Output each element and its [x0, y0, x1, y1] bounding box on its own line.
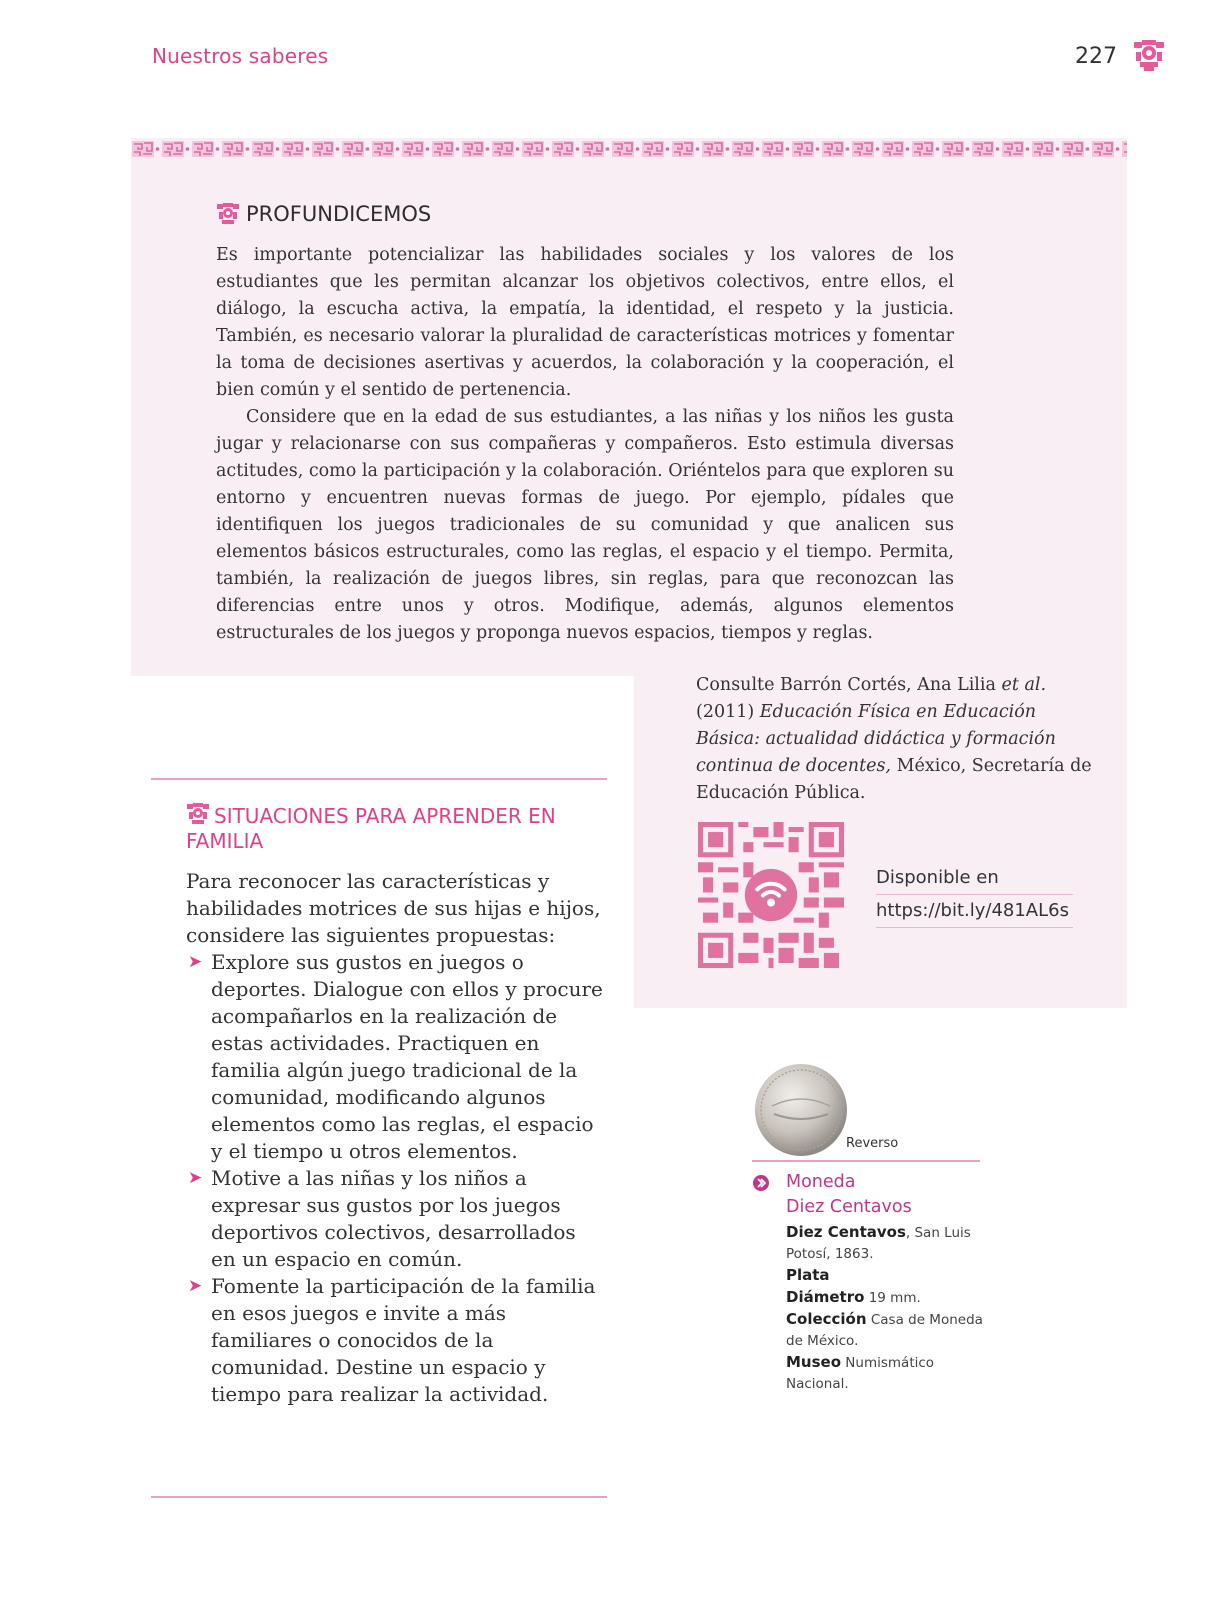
fret-border-icon	[131, 138, 1127, 160]
situaciones-intro: Para reconocer las características y habilidades motrices de sus hijas e hijos, considere las siguientes propuestas:	[186, 869, 601, 947]
arrow-circle-icon	[752, 1174, 770, 1192]
book-reference: Consulte Barrón Cortés, Ana Lilia et al. (2011) Educación Física en Educación Básica: actualidad didáctica y formación continua de docentes, México, Secretaría de Educación Pública.	[696, 675, 1092, 803]
list-item: ➤ Fomente la participación de la familia en esos juegos e invite a más familiares o conocidos de la comunidad. Destine un espacio y tiempo para realizar la actividad.	[188, 1274, 596, 1406]
profundicemos-title: PROFUNDICEMOS	[246, 202, 432, 226]
arrow-bullet-icon: ➤	[188, 1276, 203, 1296]
situaciones-body	[186, 868, 606, 1408]
glyph-ornament-icon	[1132, 38, 1166, 72]
proposal-list	[186, 949, 606, 1408]
page-number: 227	[1075, 44, 1117, 69]
qr-url-link[interactable]: https://bit.ly/481AL6s	[876, 895, 1073, 928]
coin-details	[786, 1222, 986, 1395]
glyph-ornament-icon	[216, 202, 240, 226]
coin-detail: Museo Numismático Nacional.	[786, 1353, 935, 1392]
glyph-ornament-icon	[186, 802, 210, 826]
coin-detail: Colección Casa de Moneda de México.	[786, 1310, 983, 1349]
list-item: ➤ Motive a las niñas y los niños a expresar sus gustos por los juegos deportivos colectivos, desarrollados en un espacio en común.	[188, 1166, 576, 1271]
arrow-bullet-icon: ➤	[188, 1168, 203, 1188]
profundicemos-body	[216, 242, 954, 647]
paragraph: Es importante potencializar las habilidades sociales y los valores de los estudiantes que les permitan alcanzar los objetivos colectivos, entre ellos, el diálogo, la escucha activa, la empatía, la identidad, el respeto y la justicia. También, es necesario valorar la pluralidad de características motrices y fomentar la toma de decisiones asertivas y acuerdos, la colaboración y la cooperación, el bien común y el sentido de pertenencia.	[216, 245, 954, 400]
divider	[151, 1496, 607, 1498]
qr-availability	[876, 862, 1073, 928]
divider	[151, 778, 607, 780]
coin-detail: Diámetro 19 mm.	[786, 1288, 921, 1306]
book-title: Educación Física en Educación Básica: actualidad didáctica y formación continua de docentes,	[696, 702, 1056, 776]
situaciones-heading	[186, 802, 586, 854]
section-label: Nuestros saberes	[152, 44, 329, 68]
available-label: Disponible en	[876, 862, 1073, 895]
coin-detail: Diez Centavos, San Luis Potosí, 1863.	[786, 1223, 971, 1262]
situaciones-title: SITUACIONES PARA APRENDER EN FAMILIA	[186, 804, 556, 853]
paragraph: Considere que en la edad de sus estudiantes, a las niñas y los niños les gusta jugar y relacionarse con sus compañeras y compañeros. Esto estimula diversas actitudes, como la participación y la colaboración. Oriéntelos para que exploren su entorno y encuentren nuevas formas de juego. Por ejemplo, pídales que identifiquen los juegos tradicionales de su comunidad y que analicen sus elementos básicos estructurales, como las reglas, el espacio y el tiempo. Permita, también, la realización de juegos libres, sin reglas, para que reconozcan las diferencias entre unos y otros. Modifique, además, algunos elementos estructurales de los juegos y proponga nuevos espacios, tiempos y reglas.	[216, 407, 954, 643]
divider	[752, 1160, 980, 1162]
coin-detail: Plata	[786, 1266, 830, 1284]
coin-image	[752, 1062, 850, 1158]
coin-title: Moneda Diez Centavos	[786, 1172, 912, 1217]
qr-code-icon[interactable]	[698, 822, 844, 968]
arrow-bullet-icon: ➤	[188, 952, 203, 972]
profundicemos-heading	[216, 202, 431, 226]
list-item: ➤ Explore sus gustos en juegos o deportes. Dialogue con ellos y procure acompañarlos en la realización de estas actividades. Practiquen en familia algún juego tradicional de la comunidad, modificando algunos elementos como las reglas, el espacio y el tiempo u otros elementos.	[188, 950, 603, 1163]
coin-side-label: Reverso	[846, 1136, 899, 1151]
